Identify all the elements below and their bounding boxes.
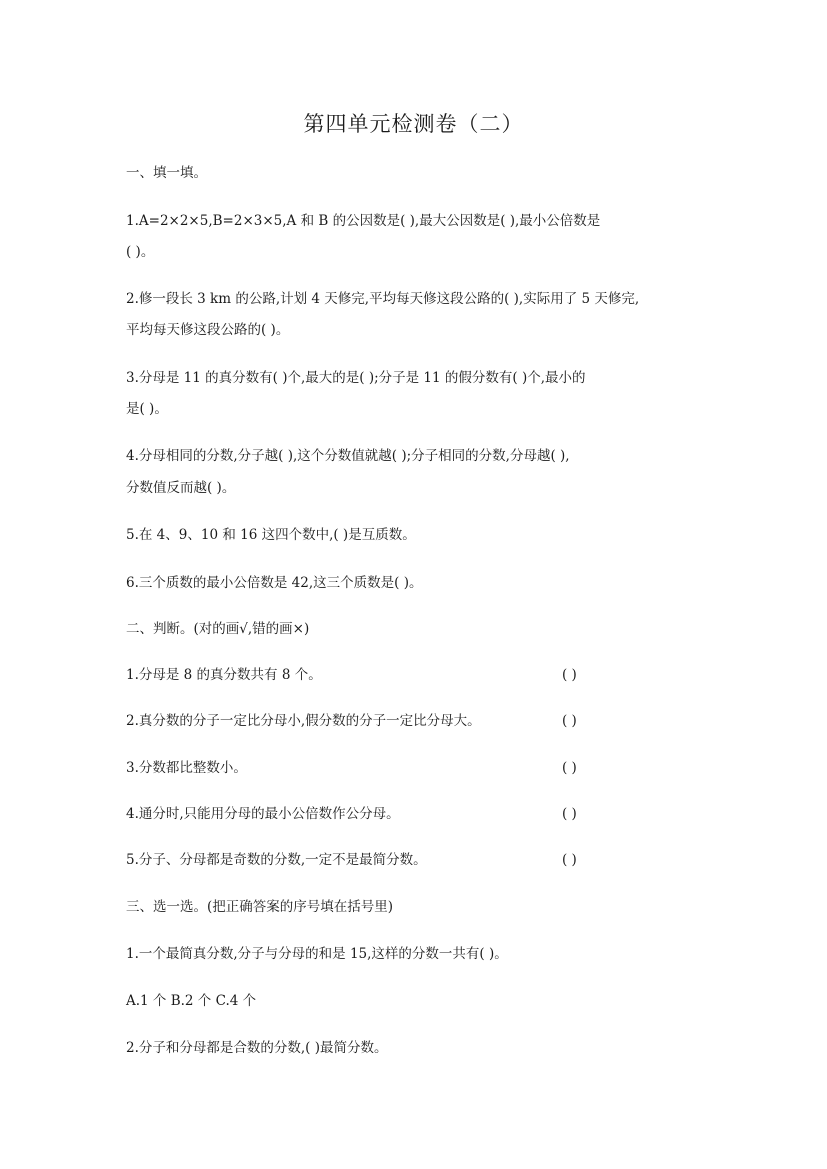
s2-item-3-answer-bracket: ( ) (562, 760, 577, 776)
s2-item-1-answer-bracket: ( ) (562, 667, 577, 683)
s2-item-4-answer-bracket: ( ) (562, 806, 577, 822)
s2-item-5-answer-bracket: ( ) (562, 852, 577, 868)
s3-q2: 2.分子和分母都是合数的分数,( )最简分数。 (126, 1040, 388, 1056)
s3-q1: 1.一个最简真分数,分子与分母的和是 15,这样的分数一共有( )。 (126, 946, 508, 962)
s2-item-2-answer-bracket: ( ) (562, 713, 577, 729)
s1-q3-line2: 是( )。 (126, 401, 168, 417)
s1-q4-line1: 4.分母相同的分数,分子越( ),这个分数值就越( );分子相同的分数,分母越( ), (126, 448, 570, 464)
s1-q1-line1: 1.A=2×2×5,B=2×3×5,A 和 B 的公因数是( ),最大公因数是( ),最小公倍数是 (126, 213, 601, 229)
s1-q6: 6.三个质数的最小公倍数是 42,这三个质数是( )。 (126, 575, 423, 591)
s1-q2-line2: 平均每天修这段公路的( )。 (126, 322, 290, 338)
s1-q3-line1: 3.分母是 11 的真分数有( )个,最大的是( );分子是 11 的假分数有( )个,最小的 (126, 370, 586, 386)
s2-item-4: 4.通分时,只能用分母的最小公倍数作公分母。 (126, 806, 400, 822)
s2-item-5: 5.分子、分母都是奇数的分数,一定不是最简分数。 (126, 852, 427, 868)
s1-q1-line2: ( )。 (126, 244, 155, 260)
s1-q2-line1: 2.修一段长 3 km 的公路,计划 4 天修完,平均每天修这段公路的( ),实际用了 5 天修完, (126, 291, 640, 307)
s2-item-1: 1.分母是 8 的真分数共有 8 个。 (126, 667, 322, 683)
section2-heading: 二、判断。(对的画√,错的画×) (126, 621, 310, 637)
section3-heading: 三、选一选。(把正确答案的序号填在括号里) (126, 899, 394, 915)
section1-heading: 一、填一填。 (126, 165, 207, 181)
s1-q5: 5.在 4、9、10 和 16 这四个数中,( )是互质数。 (126, 527, 416, 543)
s3-q1-options: A.1 个 B.2 个 C.4 个 (126, 993, 257, 1009)
page-title: 第四单元检测卷（二） (303, 112, 524, 136)
s2-item-3: 3.分数都比整数小。 (126, 760, 247, 776)
s2-item-2: 2.真分数的分子一定比分母小,假分数的分子一定比分母大。 (126, 713, 481, 729)
s1-q4-line2: 分数值反而越( )。 (126, 480, 236, 496)
